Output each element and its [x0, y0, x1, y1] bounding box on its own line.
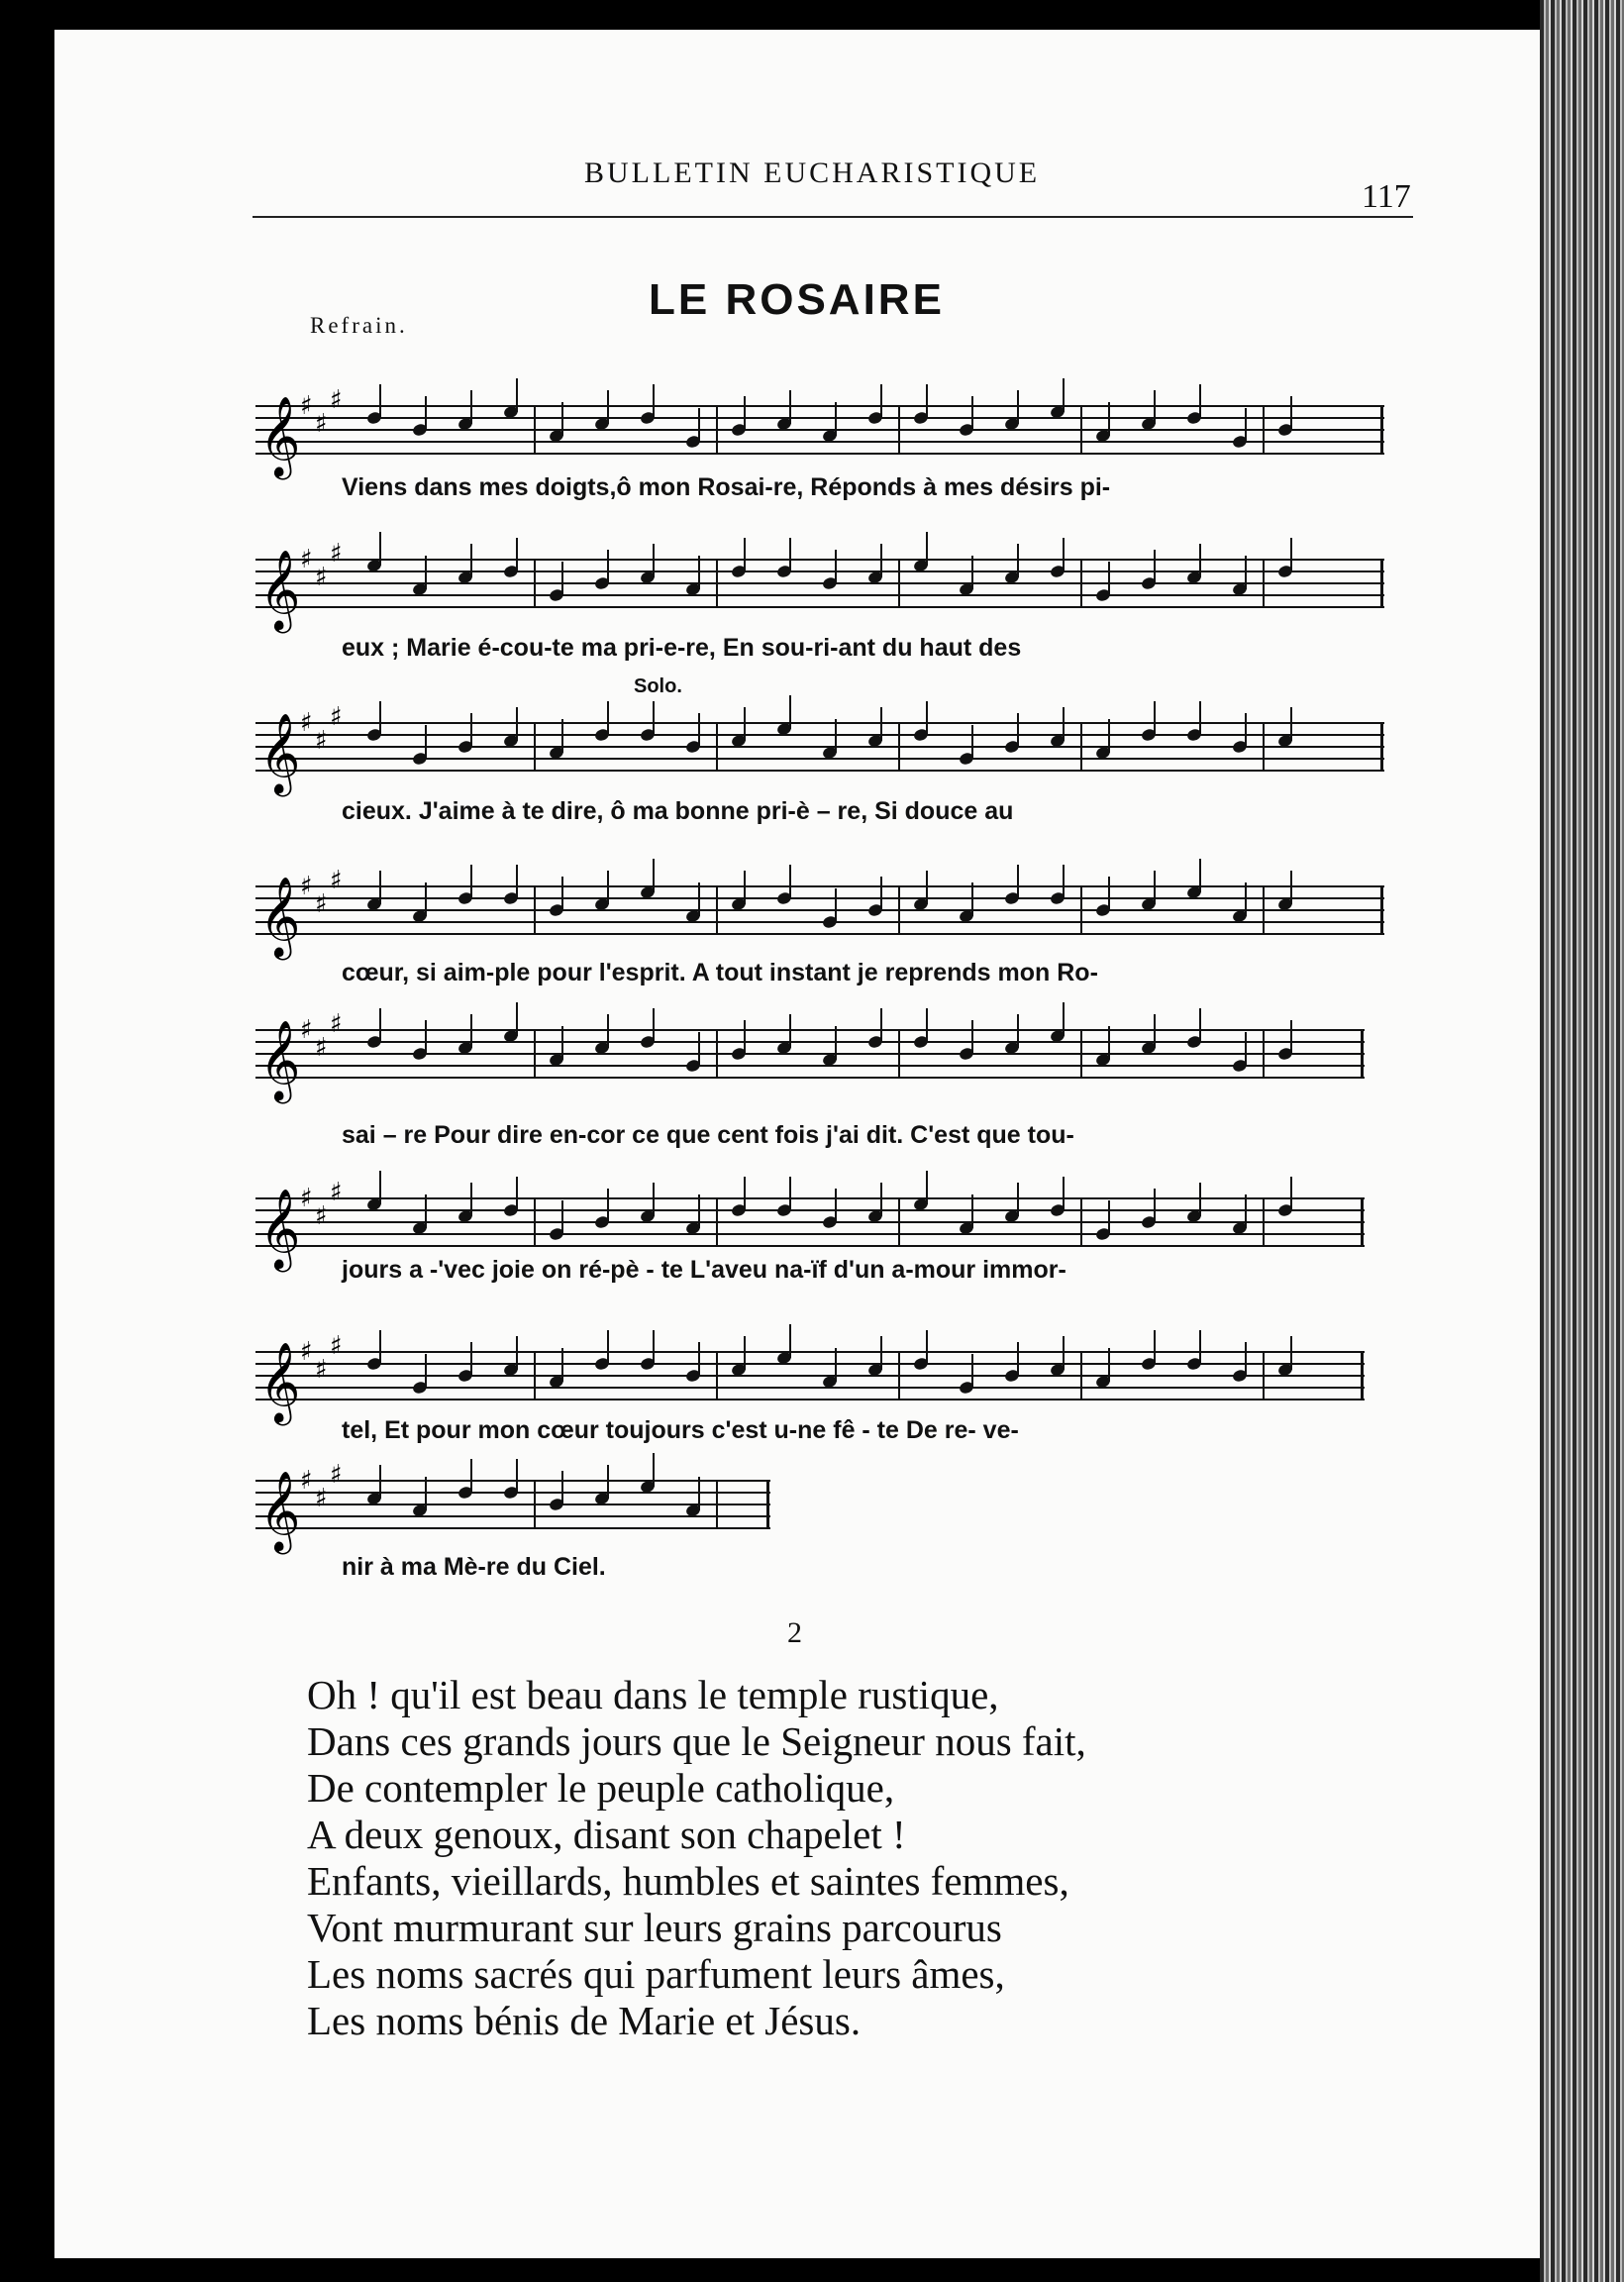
sharp-icon: ♯	[300, 1466, 313, 1496]
sharp-icon: ♯	[300, 545, 313, 574]
sharp-icon: ♯	[330, 1331, 343, 1361]
sharp-icon: ♯	[315, 563, 328, 592]
lyric-line-2: eux ; Marie é-cou-te ma pri-e-re, En sou-ri-ant du haut des	[342, 634, 1022, 662]
treble-clef-icon: 𝄞	[259, 712, 301, 793]
sharp-icon: ♯	[330, 385, 343, 415]
treble-clef-icon: 𝄞	[259, 876, 301, 957]
stanza-number: 2	[787, 1616, 802, 1649]
music-staff-4	[255, 857, 1384, 966]
header-rule	[253, 216, 1413, 218]
staff-notation	[255, 530, 1384, 639]
lyric-line-7: tel, Et pour mon cœur toujours c'est u-ne fê - te De re- ve-	[342, 1416, 1019, 1444]
end-bar-line	[1380, 886, 1383, 934]
staff-notation	[255, 857, 1384, 966]
page-number: 117	[1362, 178, 1411, 215]
staff-notation	[255, 693, 1384, 802]
sharp-icon: ♯	[330, 539, 343, 569]
staff-notation	[255, 1322, 1365, 1431]
sharp-icon: ♯	[315, 1033, 328, 1063]
music-staff-1	[255, 376, 1384, 485]
verse-line: Les noms sacrés qui parfument leurs âmes,	[307, 1951, 1005, 1997]
song-title: LE ROSAIRE	[649, 275, 945, 324]
staff-notation	[255, 376, 1384, 485]
sharp-icon: ♯	[330, 1178, 343, 1207]
treble-clef-icon: 𝄞	[259, 549, 301, 630]
sharp-icon: ♯	[315, 726, 328, 756]
treble-clef-icon: 𝄞	[259, 395, 301, 476]
sharp-icon: ♯	[330, 702, 343, 732]
treble-clef-icon: 𝄞	[259, 1341, 301, 1422]
verse-line: Oh ! qu'il est beau dans le temple rustique,	[307, 1672, 999, 1717]
music-staff-5	[255, 1000, 1384, 1109]
verse-line: Les noms bénis de Marie et Jésus.	[307, 1998, 862, 2043]
lyric-line-1: Viens dans mes doigts,ô mon Rosai-re, Réponds à mes désirs pi-	[342, 473, 1111, 501]
staff-notation	[255, 1000, 1365, 1109]
lyric-line-4: cœur, si aim-ple pour l'esprit. A tout instant je reprends mon Ro-	[342, 959, 1098, 986]
sharp-icon: ♯	[300, 1015, 313, 1045]
end-bar-line	[1361, 1352, 1364, 1400]
end-bar-line	[1380, 560, 1383, 607]
treble-clef-icon: 𝄞	[259, 1470, 301, 1551]
section-label-solo: Solo.	[634, 675, 682, 697]
music-staff-2	[255, 530, 1384, 639]
treble-clef-icon: 𝄞	[259, 1019, 301, 1100]
music-staff-8	[255, 1451, 1384, 1560]
end-bar-line	[1380, 406, 1383, 454]
running-title: BULLETIN EUCHARISTIQUE	[584, 156, 1041, 189]
staff-notation	[255, 1451, 770, 1560]
sharp-icon: ♯	[300, 872, 313, 901]
verse-line: A deux genoux, disant son chapelet !	[307, 1812, 906, 1857]
lyric-line-8: nir à ma Mè-re du Ciel.	[342, 1553, 606, 1581]
sharp-icon: ♯	[315, 1355, 328, 1385]
sharp-icon: ♯	[330, 1009, 343, 1039]
end-bar-line	[1361, 1030, 1364, 1078]
verse-line: De contempler le peuple catholique,	[307, 1765, 895, 1811]
verse-line: Dans ces grands jours que le Seigneur nous fait,	[307, 1718, 1086, 1764]
treble-clef-icon: 𝄞	[259, 1188, 301, 1269]
sharp-icon: ♯	[300, 391, 313, 421]
sharp-icon: ♯	[315, 1201, 328, 1231]
lyric-line-6: jours a -'vec joie on ré-pè - te L'aveu na-ïf d'un a-mour immor-	[342, 1256, 1066, 1284]
lyric-line-3: cieux. J'aime à te dire, ô ma bonne pri-è – re, Si douce au	[342, 797, 1014, 825]
music-staff-3	[255, 693, 1384, 802]
end-bar-line	[766, 1481, 769, 1528]
sharp-icon: ♯	[330, 1460, 343, 1490]
sharp-icon: ♯	[315, 1484, 328, 1513]
verse-line: Enfants, vieillards, humbles et saintes femmes,	[307, 1858, 1069, 1904]
end-bar-line	[1380, 723, 1383, 771]
sharp-icon: ♯	[300, 1184, 313, 1213]
verse-line: Vont murmurant sur leurs grains parcourus	[307, 1905, 1002, 1950]
lyric-line-5: sai – re Pour dire en-cor ce que cent fois j'ai dit. C'est que tou-	[342, 1121, 1074, 1149]
sharp-icon: ♯	[300, 708, 313, 738]
book-spine	[1540, 0, 1624, 2282]
section-label-refrain: Refrain.	[310, 313, 408, 338]
verse-stanza-2	[307, 1672, 1086, 2044]
sharp-icon: ♯	[300, 1337, 313, 1367]
sharp-icon: ♯	[315, 889, 328, 919]
sharp-icon: ♯	[315, 409, 328, 439]
end-bar-line	[1361, 1198, 1364, 1246]
sharp-icon: ♯	[330, 866, 343, 895]
music-staff-7	[255, 1322, 1384, 1431]
